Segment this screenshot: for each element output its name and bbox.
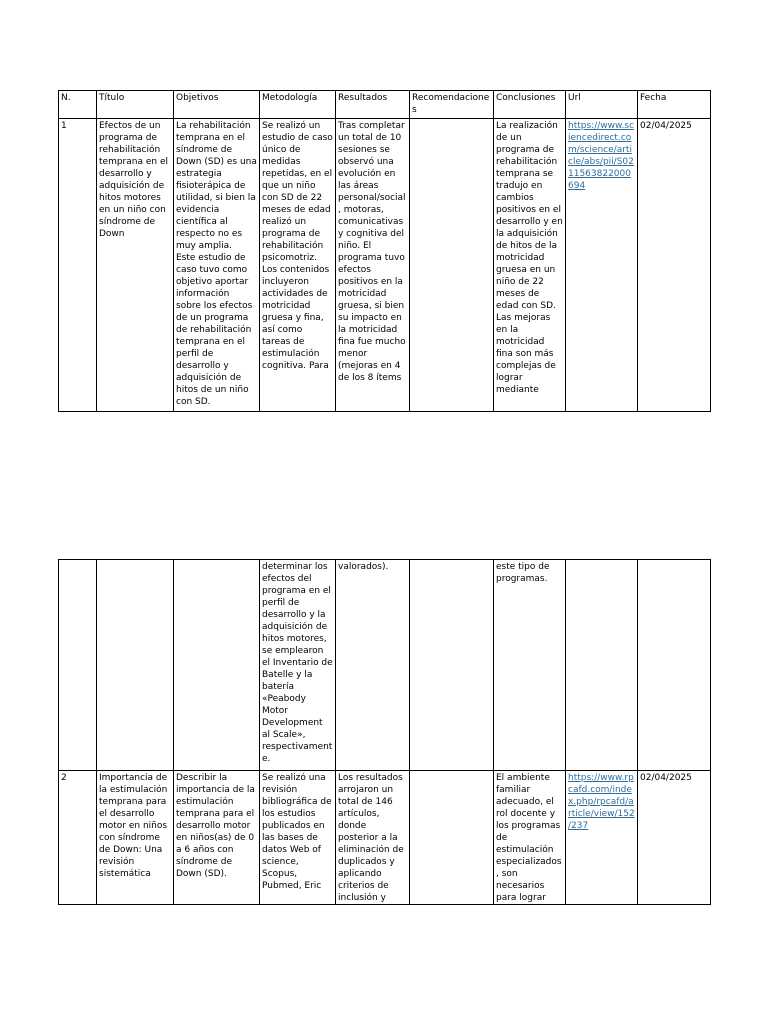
row-url-link[interactable]: https://www.sciencedirect.com/science/article/abs/pii/S0211563822000694 xyxy=(568,121,635,191)
row-methodology: determinar los efectos del programa en el perfil de desarrollo y la adquisición de hitos motores, se emplearon el Inventario de Batelle y la batería «Peabody Motor Development al Scale», respectivamente. xyxy=(260,560,336,771)
header-metodologia: Metodología xyxy=(260,91,336,119)
row-objectives: La rehabilitación temprana en el síndrome de Down (SD) es una estrategia fisioterápica de utilidad, si bien la evidencia científica al respecto no es muy amplia. Este estudio de caso tuvo como objetivo aportar información sobre los efectos de un programa de rehabilitación temprana en el perfil de desarrollo y adquisición de hitos de un niño con SD. xyxy=(174,119,260,412)
row-number xyxy=(59,560,97,771)
header-url: Url xyxy=(566,91,638,119)
header-recomendaciones: Recomendaciones xyxy=(410,91,494,119)
research-table-page-2 xyxy=(58,559,711,905)
row-objectives: Describir la importancia de la estimulación temprana para el desarrollo motor en niños(as) de 0 a 6 años con síndrome de Down (SD). xyxy=(174,771,260,905)
header-n: N. xyxy=(59,91,97,119)
row-recommendations xyxy=(410,119,494,412)
row-conclusions: La realización de un programa de rehabilitación temprana se tradujo en cambios positivos en el desarrollo y en la adquisición de hitos de la motricidad gruesa en un niño de 22 meses de edad con SD. Las mejoras en la motricidad fina son más complejas de lograr mediante xyxy=(494,119,566,412)
row-objectives xyxy=(174,560,260,771)
row-url-cell xyxy=(566,119,638,412)
header-objetivos: Objetivos xyxy=(174,91,260,119)
row-methodology: Se realizó un estudio de caso único de medidas repetidas, en el que un niño con SD de 22 meses de edad realizó un programa de rehabilitación psicomotriz. Los contenidos incluyeron actividades de motricidad gruesa y fina, así como tareas de estimulación cognitiva. Para xyxy=(260,119,336,412)
row-url-cell xyxy=(566,771,638,905)
row-date: 02/04/2025 xyxy=(638,771,711,905)
row-methodology: Se realizó una revisión bibliográfica de los estudios publicados en las bases de datos Web of science, Scopus, Pubmed, Eric xyxy=(260,771,336,905)
row-url-cell xyxy=(566,560,638,771)
research-table-page-1 xyxy=(58,90,711,412)
row-results: Los resultados arrojaron un total de 146 artículos, donde posterior a la eliminación de duplicados y aplicando criterios de inclusión y xyxy=(336,771,410,905)
header-conclusiones: Conclusiones xyxy=(494,91,566,119)
row-conclusions: El ambiente familiar adecuado, el rol docente y los programas de estimulación especializados, son necesarios para lograr xyxy=(494,771,566,905)
header-titulo: Título xyxy=(97,91,174,119)
row-recommendations xyxy=(410,771,494,905)
row-results: valorados). xyxy=(336,560,410,771)
header-row xyxy=(59,91,711,119)
row-number: 1 xyxy=(59,119,97,412)
row-recommendations xyxy=(410,560,494,771)
row-number: 2 xyxy=(59,771,97,905)
row-url-link[interactable]: https://www.rpcafd.com/index.php/rpcafd/article/view/152/237 xyxy=(568,773,635,831)
row-title xyxy=(97,560,174,771)
header-fecha: Fecha xyxy=(638,91,711,119)
table-row xyxy=(59,771,711,905)
row-date: 02/04/2025 xyxy=(638,119,711,412)
row-title: Efectos de un programa de rehabilitación temprana en el desarrollo y adquisición de hitos motores en un niño con síndrome de Down xyxy=(97,119,174,412)
table-row xyxy=(59,119,711,412)
row-date xyxy=(638,560,711,771)
row-conclusions: este tipo de programas. xyxy=(494,560,566,771)
header-resultados: Resultados xyxy=(336,91,410,119)
table-row-continued xyxy=(59,560,711,771)
row-title: Importancia de la estimulación temprana para el desarrollo motor en niños con síndrome de Down: Una revisión sistemática xyxy=(97,771,174,905)
row-results: Tras completar un total de 10 sesiones se observó una evolución en las áreas personal/social, motoras, comunicativas y cognitiva del niño. El programa tuvo efectos positivos en la motricidad gruesa, si bien su impacto en la motricidad fina fue mucho menor (mejoras en 4 de los 8 ítems xyxy=(336,119,410,412)
